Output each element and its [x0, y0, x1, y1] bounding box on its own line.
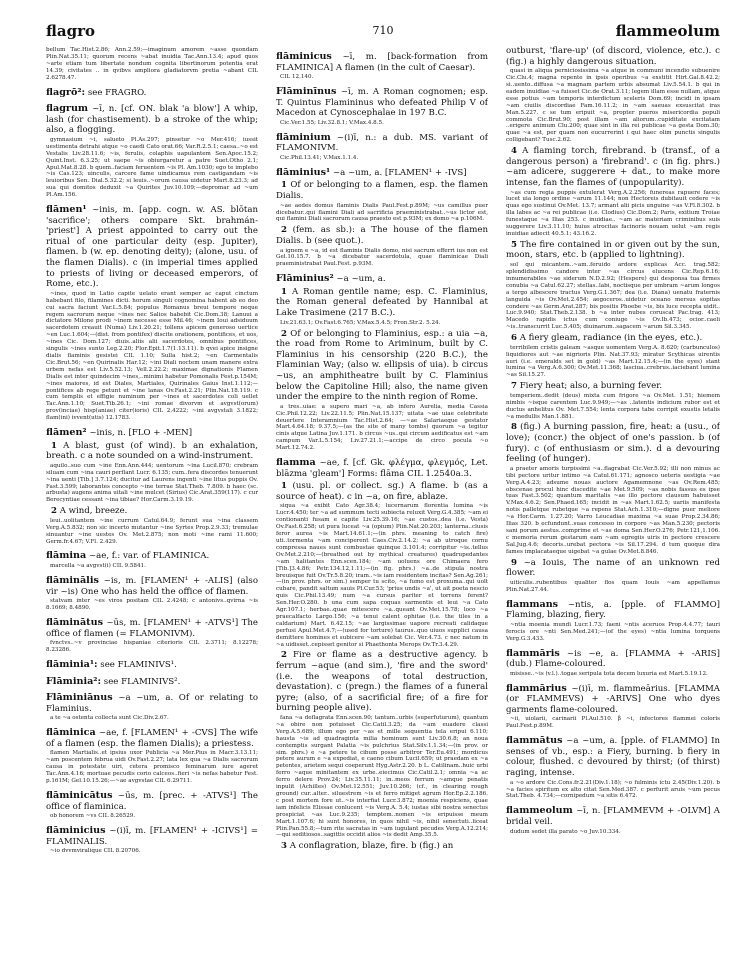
sense-definition — [506, 333, 720, 344]
citation-block: misisse..~is (v.l.)..togae seripula tota decem luxuria est Mart.5.19.12. — [510, 670, 708, 677]
entry-definition: ~ī, n. [cf. ON. blak 'a blow'] A whip, lash (for chastisement). b a stroke of the whip; also, a flogging. — [46, 104, 258, 136]
headword: flammārius — [506, 682, 567, 694]
sense-definition — [276, 287, 488, 319]
citation-block: Cic.Ver.1.55; Liv.32.8.1; V.Max.4.8.5. — [280, 119, 384, 126]
running-head — [46, 22, 720, 44]
dictionary-entry — [46, 728, 258, 749]
entry-definition: ~inis, n. [FLO + -MEN] — [86, 428, 193, 439]
citation-block: a ignem e ~a, id est flaminis Dialis domo, nisi sacrum efferri ius non est Gel.10.15.7. b ~a dicebatur sacerdotula, quae flaminicae Diali praeministrabat Paul.Fest. p.93M. — [276, 247, 488, 268]
sense-text: (usu. pl. or collect. sg.) A flame. b (as a source of heat). c in ~a, on fire, ablaze. — [276, 481, 488, 502]
citation-block: ~ii, uiolarii, carinarii Pl.Aul.510. β ~i, infectores flammei coloris Paul.Fest.p.89M. — [506, 716, 720, 730]
citation-block: bellum Tac.Hist.2.86; Ann.2.59;—imaginum amorem ~asse quondam Plin.Nat.35.11; quorum recens ~abat inuidia Tac.Ann.13.4; apud quos ~arte etiam tum libertate nondum cognita libertinorum potentia erat 14.39; civitates .. in qvibvs ampliora gladiatorvm pretia ~abant CIL 2.6278.47. — [46, 47, 258, 81]
headword: Flāminia²: — [46, 675, 102, 687]
sense-text: The fire contained in or given out by the sun, moon, stars, etc. b (applied to lightning). — [506, 239, 720, 261]
headword: flāminālis — [46, 574, 99, 586]
dictionary-entry — [506, 649, 720, 670]
dictionary-entry — [276, 52, 488, 73]
dictionary-entry — [506, 46, 720, 67]
headword: flāmen² — [46, 427, 87, 439]
citation-block: fvnctvs..~v provinciae hispaniae citerioris CIL 2.3711; 8.12278; 8.23286. — [46, 640, 258, 654]
entry-definition: ~a ~um, a. [pple. of FLAMMO] In senses of vb., esp.: a Fiery, burning. b fiery in colour, flushed. c devoured by thirst; (of thirst) raging, intense. — [506, 736, 720, 778]
sense-text: Of or belonging to Flaminius, esp.: a uia ~a, the road from Rome to Ariminum, built by C. Flaminius in his censorship (220 B.C.), the Flaminian Way; (also w. ellipsis of uia). b circus ~us, an amphitheatre built by C. Flaminius below the Capitoline Hill; also, the name given under the empire to the ninth region of Rome. — [276, 328, 488, 403]
dictionary-entry — [276, 133, 488, 154]
sense-text: A flaming torch, firebrand. b (transf., of a dangerous person) a 'firebrand'. c (in fig. phrs.) ~am adicere, suggerere + dat., to make more intense, fan the flames of (unpopularity). — [506, 146, 720, 188]
sense-definition — [506, 558, 720, 579]
citation-block: a te ~a ostenta collecta sunt Cic.Div.2.67. — [50, 715, 169, 722]
headword: flammeolum — [506, 805, 573, 817]
citation-block: marcella ~a avgvst(i) CIL 9.5841. — [50, 563, 146, 570]
citation-block: ~ae aedes domus flaminis Dialis Paul.Fest.p.89M; ~us camillus puer dicebatur..qui flamini Diali ad sacrificia praeministrabat..~us lictor est, qui flamini Diali sacrorum causa praesto est p.93M; ex domo ~a p.106M. — [276, 202, 488, 223]
entry-definition: ~is, m. [FLAMEN¹ + -ALIS] (also vir ~is) One who has held the office of flamen. — [46, 575, 258, 597]
column-left — [46, 46, 258, 958]
citation-block: statvam inter ~es viros positam CIL 2.4248; c antonivs..qvirna ~is 8.1669; 8.4890. — [46, 598, 258, 612]
headword: Flāminius² — [276, 273, 334, 285]
citation-block: CIL 12.140. — [280, 74, 314, 81]
entry-definition: ~ntis, a. [pple. of FLAMMO] Flaming, blazing, fiery. — [506, 599, 720, 621]
citation-block: flamen Martialis..et ipsius uxor Publicia ~a Mer.Pius in Macr.3.13.11; ~am poscentem februa uidi Ov.Fast.2.27; lata lex qua ~a Dialis sacrorum causa in potestate uiri, cetera promisco feminarum iure ageret Tac.Ann.4.16; mortuae pecudis corio calceos..fieri ~is nefas habetur Fest. p.161M; Gel.10.15.26;—~ae avgvstae CIL 6.29711. — [46, 750, 258, 785]
headword: flāminia¹: — [46, 658, 98, 670]
citation-block: a praeter amoris turpissimi ~a..flagrabat Cic.Ver.5.92; illi non minus ac tibi pectore uritur intimo ~a Catul.61.171; agnosco ueteris uestigia ~ae Verg.A.4.23; adsume nouas auctore Agamemnone ~as Ov.Rem.485; obscenae procul hinc discedite ~ae Met.9.509; ~as nobis fassus es ipse tuas Fast.3.502; quantum maritalis ~ae illo pectore clausum habuisset V.Max.4.6.2; Sen.Phaed.165; incidit in ~as Mart.1.62.5; uariis manifesta notis palletque rubetque ~a repens Stat.Ach.1.310;—digne puer meliore ~a Hor.Carm. 1.27.20; Varro Leucadiae maxima ~a suae Prop.2.34.86; Ilias 320. b ecfundunt..suas concesso in corpore ~as Man.5.230; pectoris sani porum aestus..comprime et ~as doma Sen.Her.O.276; Petr.121,1.106. c memoria rerum gestarum eam ~am egregiis uiris in pectore crescere Sal.Jug.4.6; decoris..urebat pectora ~is Sil.17.294. d tum quoque dira fames implacataeque uigebat ~a gulae Ov.Met.8.846. — [506, 465, 720, 555]
entry-definition: ~a ~um, a. — [333, 274, 386, 285]
citation-block: ~io dvvmviralique CIL 8.20706. — [50, 848, 141, 855]
dictionary-entry — [46, 618, 258, 639]
entry-definition: see FLAMINIVS². — [101, 676, 181, 687]
headword: flāminium — [276, 131, 331, 143]
sense-definition — [276, 329, 488, 403]
headword: Flāminīnus — [276, 86, 337, 98]
sense-definition — [276, 481, 488, 502]
sense-text: A wind, breeze. — [56, 506, 128, 517]
headword: Flāminiānus — [46, 692, 113, 704]
column-right — [506, 46, 720, 958]
dictionary-entry — [46, 104, 258, 136]
headword: flamma — [276, 457, 316, 469]
headword: flagrō²: — [46, 86, 86, 98]
dictionary-entry — [276, 274, 488, 285]
citation-block: gymnasium ~i, salueto Pl.As.297; pinsetur ~o Mer.416; iussit uestimenta detrahi atque ~o caedi Cato orat.66; Var.R.2.5.1; caesa..~o est Vestalis Liv.28.11.6; ~is, ferulis, colaphis uapulantem Sen.Apoc.15.2; Quint.Inst. 6.3.25; ut saepe ~is obiurgaretur a patre Suet.Otho 2.1; Apul.Mat.8.28. b quem..faciam feruentem ~is Pl. Am.1030; ego te implebo ~is Cas.123; uinculis, carcere fame uindicamus rem castigandam ~is leuioribus Sen. Dial.5.32.2; si leuis..~orum causa uidetur Mart.8.23.3; ad sua qui domitos deduxit ~a Quirites Juv.10.109;—depromar ad ~um Pl.Am.156. — [46, 136, 258, 199]
headword: flāminicius — [46, 825, 106, 837]
sense-text: Fiery heat; also, a burning fever. — [516, 381, 663, 392]
sense-definition — [46, 506, 258, 517]
headword: flāmen¹ — [46, 204, 87, 216]
dictionary-entry — [46, 205, 258, 290]
sense-number: 4 — [511, 146, 517, 157]
sense-definition — [506, 240, 720, 261]
sense-number: 2 — [51, 506, 57, 517]
headword: flāminātus — [46, 616, 103, 628]
headword: flammans — [506, 598, 559, 610]
dictionary-entry — [46, 576, 258, 597]
column-middle — [276, 46, 488, 958]
citation-block: terribilem cristis galeam ~asque uomentem Verg.A. 8.620; (carbunculos) liquidiores aut ~ae nigrioris Plin. Nat.37.93; miratur Scythicas uirentis auri (i.e. emeralds set in gold) ~as Mart.12.15.4;—(in the eyes) stant lumina ~a Verg.A.6.300; Ov.Met.11.368; lasciua..crebrus..iaciebant lumina ~as Sil.15.27. — [506, 344, 720, 379]
entry-definition: ~ae, f. [cf. Gk. φλέγμα, φλεγμός, Let. blāzma 'gleam'] Forms: flāma CIL 1.2540a.3. — [276, 458, 488, 479]
headword: flāminicātus — [46, 789, 113, 801]
entry-definition: ~(i)ī, n.: a dub. MS. variant of FLAMONIVM. — [276, 132, 488, 154]
citation-block: aquilo..suo cum ~ine Enn.Ann.444; uentorum ~ina Lucil.870; crebram siluam cum ~ina cauri perflant Lucr. 6.135; cum..fera discordes tenuerunt ~ina uenti [Tib.] 3.7.124; ducitur ad Laurens ingenti ~ine litus puppis Ov. Fast.3.599; laborantes concepto ~ine terrae Stat.Theb. 7.809. b haec (sc. arbusta) augens anima uitali ~ine mulcet (Sirius) Cic.Arat.359(117). c cur Berecyntiae cessant ~ina tibiae? Hor.Carm.3.19.19. — [46, 462, 258, 504]
citation-block: siqua ~a exibit Cato Agr.38.4; lucernarum florentia lumina ~is Lucr.4.450; ter ~a ad summum tecti subiecta reluxit Verg.G.4.385; ~am ei contionanti fusam e capite Liv.25.39.16; ~ae custos..dea (i.e. Vesta) Ov.Fast.6.258; ut pura luceat ~a (opium) Plin.Nat.20.203; lanterna..clusis feror aurea ~is Mart.14.61.1;—(in phrs. meaning to catch fire) uti..tormenta ~am conciperent Caes.Civ.2.14.2; ~a ab utroque cornu compressa naues sunt combustae quinque 3.101.4; corripitur ~is..tellus Ov.Met.2.210;—(breathed out by mythical creatures) quadrupedantes ~am halitantes Enn.scen.184; ~am uoluens ore Chimaera fero [Tib.]3.4.86; Petr.134.12,1.11;—(in fig. phrs.) ~a..de stipula nostra breuisque fuit Ov.Tr.5.8.20; iram..~is iam residentem incitas? Sen.Ag.261;—(in prov. phrs. or sim.) semper tu scito, ~a fumo est proxuma..qui uolt cubare, pandit saltum sauis Pl.Cur.53; 'prius undis ~a', ut ait poeta nescio quis Cic.Phil.13.49; num ~a cursus pariter et torrens ferent? Sen.Her.O.280. b una cum sapa coquas sarmentis et leui ~a Cato Agr.107.1; herbae..quae mitescere ~a..queant Ov.Met.15.78; loco ~a praecalfacto Largo.156; ~a tenui calent ophitae (i.e. the tiles in a caldarium) Mart. 6.42.15; ~ae largissimae uapore recreati calidaque perfusi Apul.Met.4.7;—(used for torture) taurus..quo uiuos supplici causa demittere homines et subicere ~am solebat Cic. Ver.4.73. c nec natum in ~a uidisset..cepisset genitor si Phaethonta Merops Ov.Tr.3.4.29. — [276, 503, 488, 648]
entry-definition: ~ī, n. [FLAMMEVM + -OLVM] A bridal veil. — [506, 806, 720, 827]
sense-definition — [276, 180, 488, 201]
citation-block: a tres..uiae: a supero mari ~a, ab infero Aurelia, media Cassia Cic.Phil.12.22; Liv.22.11.5; Plin.Nat.15.137; uitata ~ae uiae celebritate deuertere Interamnium Tac.Hist.2.64; —~ae Salariaeque gestator Mart.4.64.18; 9.37.5;—(as the site of many tombs) quorum ~a tegitur cinis atque Latina Juv.1.171. b circus ~us..qui circum aedificatus est ~am campum Var.L.5.154; Liv.27.21.1;—accipe de circo pocula ~o Mart.12.74.2. — [276, 403, 488, 452]
sense-text: A conflagration, blaze, fire. b (fig.) an — [286, 841, 454, 852]
dictionary-entry — [46, 677, 258, 688]
sense-definition — [276, 841, 488, 852]
dictionary-entry — [506, 806, 720, 827]
citation-block: uiticulis..rubentibus qualiter flos quam Iouis ~am appellamus Plin.Nat.27.44. — [506, 579, 720, 593]
citation-block: ~ines, quod in Latio capite uelato erant semper ac caput cinctum habebant filo, filamines dicti. horum singuli cognomina habent ab eo deo cui sacra faciunt Var.L.5.84; populus Romanus breui tempore neque regem sacrorum neque ~ines nec Salios habebit Cic.Dom.38; Lanuui a dictatore Milone prodi ~inem necesse esse Mil.46; ~inem Ioui adsiduum sacerdotem creauit (Numa) Liv.1.20.21; tollens apicem generoso uertice ~en Luc.1.604;—(dist. from pontifex) discite orationem, pontifices, et uos, ~ines Cic. Dom.127; diuis..aliis alii sacerdotes, omnibus pontifices, singulis ~ines sunto Leg.2.20; Flor.Epit.1.7(1.13.11). b qvei apice insigne dialis flaminis gesistei CIL 1.10; Sulla hist.2; ~en Carmentalis Cic.Brut.56; ~en Quirinalis Har.12; ~ini Diali noctem unam manere extra urbem nefas est Liv.5.52.13; Vell.2.22.2; maximae dignationis Flamen Dialis est inter quindecim ~ines,..minimi habetur Pomonalis Fest.p.154M; ~ines maiores, id est Diales, Martiales, Quirinales Gaius Inst.1.112;—pontifices ab rege petunt et ~ine lanas Ov.Fast.2.21; Plin.Nat.18.119. c cum templis et effigie numinum per ~ines et sacerdotes coli uellet Tac.Ann.1.10; Suet.Tib.26.1; ~ini romae divorvm et avgvst(orum) prov(inciae) hisp(aniae) citer(ioris) CIL 2.4222; ~ini avgvstali 3.1822; flam(ini) ivvent(utis) 12.1783. — [46, 290, 258, 422]
citation-block: sol qui micantem..~am..feruido ardore explicas Acc. trag.582; splendidissimo candore inter ~as circus elucens Cic.Rep.6.16; innumerabiles ~ae siderum N.D.2.92; (Hespere) qui desponsa tua firmes conubia ~a Catul.62.27; stellas..labi, noctisque per umbram ~arum longos a tergo albescere tractus Verg.G.1.367; dea (i.e. Diana) uenatu fraternis languida ~is Ov.Met.2.454; aegoceros..uidetur oceano mersus sopitas condere ~as Germ.Arat.287; bis positis Phoebe ~is, bis luce recepta uidit.. Luc.9.940; Stat.Theb.2.138. b ~a inter nubes coruscat Pac.trag. 413; Macedo rapidis ictus cum coniuge ~is Ov.Ib.473; ocior..caeli ~is..transcurrit Luc.5.405; diuinarum..sagacem ~arum Sil.3.345. — [506, 262, 720, 331]
entry-definition: ~ae, f.: var. of FLAMINICA. — [86, 551, 210, 562]
dictionary-entry — [506, 736, 720, 778]
dictionary-entry — [46, 88, 258, 99]
citation-block: temperiem..dedit (deus) mixta cum frigore ~a Ov.Met. 1.51; hiemem nimbis ~isque carentem Luc.9.949;—~as ..latentis indicium rubor est et ductus anhelitus Ov. Met.7.554; lenta corpora tabe corripit exustis letalis ~a medullis Man.1.881. — [506, 392, 720, 420]
sense-text: Fire or flame as a destructive agency. b ferrum ~aque (and sim.), 'fire and the sword' (i.e. the weapons of total destruction, devastation). c (pregn.) the flames of a funeral pyre; (also, of a sacrificial fire; of a fire for burning people alive). — [276, 650, 488, 714]
entry-definition: see FLAMINIVS¹. — [97, 659, 177, 670]
dictionary-entry — [506, 684, 720, 716]
sense-number: 2 — [281, 650, 287, 661]
dictionary-entry — [46, 693, 258, 714]
sense-number: 9 — [511, 557, 517, 568]
sense-text: Of or belonging to a flamen, esp. the flamen Dialis. — [276, 180, 488, 202]
dictionary-entry — [276, 168, 488, 179]
citation-block: dudum sedet illa parato ~o Juv.10.334. — [510, 828, 621, 835]
sense-text: A fiery gleam, radiance (in the eyes, etc.). — [516, 333, 703, 344]
sense-number: 3 — [281, 841, 287, 852]
citation-block: Cic.Phil.13.41; V.Max.1.1.4. — [280, 154, 359, 161]
entry-definition: ~ī, m. [back-formation from FLAMINICA] A flamen (in the cult of Caesar). — [276, 52, 488, 73]
sense-number: 5 — [511, 239, 517, 250]
entry-definition: ~ūs, m. [prec. + -ATVS¹] The office of flaminica. — [46, 790, 258, 812]
headword: flammātus — [506, 735, 563, 747]
sense-definition — [506, 146, 720, 188]
citation-block: fana ~a deflagrata Enn.scen.90; tantum..urbis (superfuturum), quantum ~a obire non potuisset Cic.Catil.3.25; da ~am euadere classi Verg.A.5.689; illum ego per ~as et mille sequentia tela eripui 6.110; hausta ~is ad quadraginta milia hominum sunt Liv.30.6.8; an noua contemptis surgant Palatia ~is pulchrius Stat.Silv.1.1.34;—(in prov. or sim. phrs.) e ~a petere te cibum posse arbitror Ter.Eu.491; mordicus petere aurum e ~a expediat, e caeno cibum Lucil.659; ut praedam ex ~a petentes, arietem sequi coeperunt Hyg.Astr.2.20. b L. Catilinam..huic urbi ferro ~aque minitantem ex urbe..eiecimus Cic.Catil.2.1; omnia ~a ac ferro delere Prov.24; Liv.35.11.11; in..meos ferrum ~amque penatis inpulit (Achilles) Ov.Met.12.551; Juv.10.266; (cf., in clearing rough ground) cur..alter.. siluestrem ~is et ferro mitiget agrum Hor.Ep.2.2.186. c post mortem fore ut..~is interfiat Lucr.3.872; moenia respiciens, quae iam infelicis Elissae conlucent ~is Verg.A. 5.4; iustas sibi nostra senectus prospiciat ~as Luc.9.235; temptem..nomen ~is eripuisse meum Mart.1.107.6; hi sunt honores, in quos nihil ~is, nihil senectuti..liceat Plin.Pan.55.8;—tum rite sacratas in ~am iugulant pecudes Verg.A.12.214;—qui seditiosos..sagittis occidit alios ~is dedit Amp.35.5. — [276, 715, 488, 839]
sense-number: 2 — [281, 225, 287, 236]
entry-definition: ~ī, m. A Roman cognomen; esp. T. Quintus Flamininus who defeated Philip V of Macedon at Cynoscephalae in 197 B.C. — [276, 87, 488, 119]
sense-number: 1 — [281, 481, 287, 492]
page-number: 710 — [372, 24, 394, 37]
sense-number: 1 — [51, 440, 57, 451]
text-columns — [46, 46, 718, 958]
headword: flāminius¹ — [276, 166, 331, 178]
dictionary-entry — [46, 826, 258, 847]
dictionary-entry — [506, 600, 720, 621]
entry-definition: see FRAGRO. — [85, 87, 147, 98]
entry-definition: ~inis, m. [app. cogn. w. AS. blōtan 'sacrifice'; others compare Skt. brahmán- 'priest'] A priest appointed to carry out the ritual of one particular deity (esp. Jupiter), flamen. b (w. ep. denoting deity); (alone, usu. of the flamen Dialis). c (in imperial times applied to priests of living or deceased emperors, of Rome, etc.). — [46, 205, 258, 290]
headword: flagrum — [46, 103, 89, 115]
sense-text: ~a Iouis, The name of an unknown red flower. — [506, 557, 720, 579]
entry-definition: outburst, 'flare-up' (of discord, violence, etc.). c (fig.) a highly dangerous situation. — [506, 46, 720, 67]
dictionary-entry — [46, 791, 258, 812]
entry-definition: ~a ~um, a. Of or relating to Flaminius. — [46, 693, 258, 714]
entry-definition: ~a ~um, a. [FLAMEN¹ + -IVS] — [330, 167, 467, 178]
guide-word-left: flagro — [46, 22, 96, 40]
sense-number: 8 — [511, 422, 517, 433]
citation-block: quasi in aliqua perniciosissima ~a atque in communi incendio subuenire Cic.Clu.4; magna repente in ipsis operibus ~a exstitit Hirt.Gal.8.42.2; si..uento..diffusa ~a magnam partem urbis absumat Liv.5.54.1. b qui in eadem inuidiae ~a fuisset Cic.de Orat.3.11; legem illam esse nullam, atque esse potius ~am temporis interdictum sceleris Dom.69; incidi in ipsam ~am ciuilis discordiae Fam.16.11.2; in ~am saeuas exsuscitat iras Man.5.227. c se tum eripuit ~a, propter pueros misericordia populi commota Cic.Brut.90; post illam ~am aliorum..cupiditate excitatam ..erigere animum Clu.200; quae sint in illa rei publicae ~a gesta Dom.30; quae ~a est, per quam non eucurrerint i qui haec olim punctis singulis colligebant? Tusc.2.62. — [506, 68, 720, 144]
sense-definition — [46, 441, 258, 462]
citation-block: a ~o ardore Cic.Cons.fr.2.21(Div.1.18); ~o fulminis ictu 2.45(Div.1.20). b ~a facies spiritum ex alto citat Sen.Med.387. c perfurit aruis ~um pecus Stat.Theb. 4.734;—cornipedum ~a sitis 6.472. — [506, 779, 720, 800]
entry-definition: ~ūs, m. [FLAMEN¹ + -ATVS¹] The office of flamen (= FLAMONIVM). — [46, 617, 258, 639]
citation-block: ob honorem ~vs CIL 8.26529. — [50, 813, 136, 820]
sense-number: 6 — [511, 333, 517, 344]
citation-block: leui..uolitantem ~ine currum Catul.64.9; ferunt sua ~ina classem Verg.A.5.832; non sic incerto mutantur ~ine Syrtes Prop.2.9.33; tremulae sinuantur ~ine uestes Ov. Met.2.875; non moti ~ine rami 11.600; Germ.fr.4.67; V.Fl. 2.429. — [46, 517, 258, 545]
guide-word-right: flammeolum — [615, 22, 720, 40]
sense-number: 2 — [281, 328, 287, 339]
headword: flāmina — [46, 550, 87, 562]
headword: flāminicus — [276, 51, 332, 62]
sense-definition — [276, 225, 488, 246]
headword: flāminica — [46, 727, 96, 739]
sense-number: 1 — [281, 180, 287, 191]
sense-number: 7 — [511, 381, 517, 392]
sense-text: (fig.) A burning passion, fire, heat: a (usu., of love); (concr.) the object of one's passion. b (of fury). c (of enthusiasm or sim.). d a devouring feeling (of hunger). — [506, 422, 720, 465]
citation-block: Liv.21.63.1; Ov.Fast.6.765; V.Max.5.4.5; Fron.Str.2. 5.24. — [280, 319, 441, 326]
entry-definition: ~(i)ī, m. [FLAMEN¹ + -ICIVS¹] = FLAMINALIS. — [46, 826, 258, 847]
dictionary-entry — [46, 660, 258, 671]
sense-text: (fem. as sb.): a The house of the flamen Dialis. b (see quot.). — [276, 225, 488, 246]
entry-definition: ~ae, f. [FLAMEN¹ + -CVS] The wife of a flamen (esp. the flamen Dialis); a priestess. — [46, 728, 258, 749]
sense-definition — [506, 422, 720, 464]
sense-number: 1 — [281, 286, 287, 297]
entry-definition: ~is ~e, a. [FLAMMA + -ARIS] (dub.) Flame-coloured. — [506, 648, 720, 670]
dictionary-entry — [276, 87, 488, 119]
citation-block: ~ntia moenia mundi Lucr.1.73; faeni ~ntis aceruos Prop.4.4.77; tauri ferocis ore ~nti Sen.Med.241;—(of the eyes) ~ntia lumina torquens Verg.G.3.433. — [506, 621, 720, 642]
sense-definition — [506, 381, 720, 392]
citation-block: ~as cum regia puppis extulerat Verg.A.2.256; funereas rapuere faces; lucet uia longo ordine ~arum 11.144; non Hectoreis dubitauit cedere ~is quas ego sustinui Ov.Met. 13.7; armant alii picis unguine ~as V.Fl.8.302. b illa labes ac ~a rei publicae (i.e. Clodius) Cic.Dom.2; Paris, exitium Troiae funestaque ~a Ilias 253. c inuidiae.. ~am ac materiam criminibus suis suggerere Liv.3.11.10; huius atrocitas facinoris nouam uelut ~am regis inuidiae adiecit 40.5.1; 43.16.2. — [506, 189, 720, 237]
dictionary-entry — [46, 428, 258, 439]
sense-text: A Roman gentile name; esp. C. Flaminius, the Roman general defeated by Hannibal at Lake Trasimene (217 B.C.). — [276, 286, 488, 319]
headword: flammāris — [506, 647, 560, 659]
sense-text: A blast, gust (of wind). b an exhalation, breath. c a note sounded on a wind-instrument. — [46, 440, 258, 462]
sense-definition — [276, 650, 488, 714]
entry-definition: ~(i)ī, m. flammeārius. [FLAMMA (or FLAMMEVS) + -ARIVS] One who dyes garments flame-coloured. — [506, 683, 720, 715]
dictionary-entry — [276, 458, 488, 479]
dictionary-entry — [46, 551, 258, 562]
